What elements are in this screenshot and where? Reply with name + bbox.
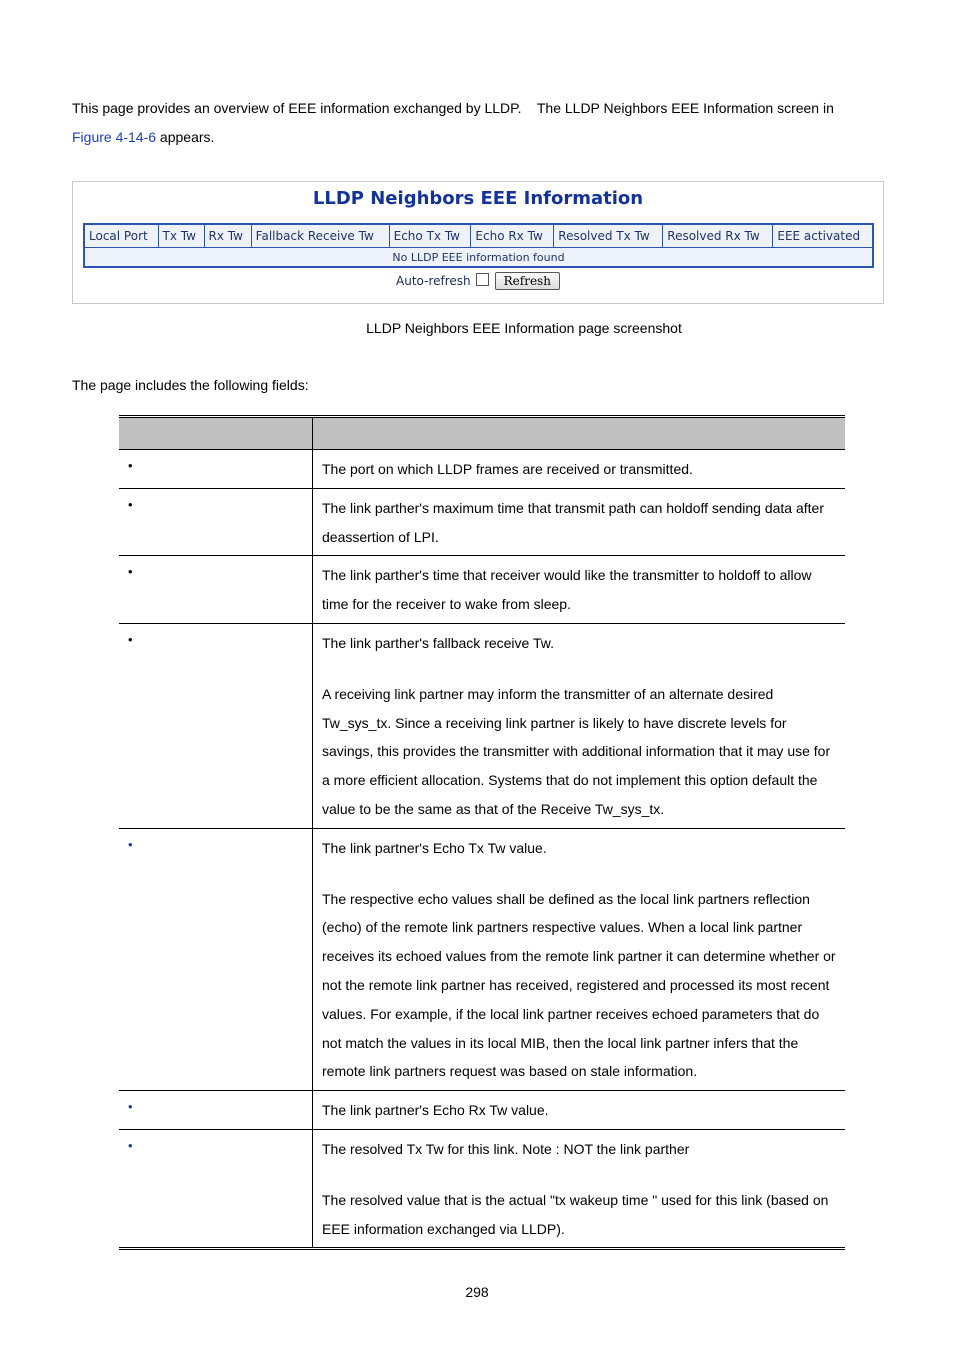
object-cell — [119, 450, 313, 489]
column-header: Echo Tx Tw — [389, 224, 471, 248]
description-text: The link partner's Echo Tx Tw value. — [322, 839, 547, 856]
object-cell — [119, 556, 313, 624]
screenshot-panel — [72, 181, 884, 304]
description-cell — [313, 623, 846, 828]
bullet-icon: • — [128, 631, 133, 647]
table-row — [119, 828, 845, 1090]
object-cell — [119, 1129, 313, 1248]
bullet-icon: • — [128, 496, 133, 512]
header-object — [119, 417, 313, 450]
column-header: Resolved Tx Tw — [554, 224, 663, 248]
figure-caption: LLDP Neighbors EEE Information page screenshot — [366, 320, 682, 336]
column-header: Fallback Receive Tw — [251, 224, 389, 248]
bullet-icon: • — [128, 836, 133, 852]
table-row — [119, 623, 845, 828]
column-header: Resolved Rx Tw — [663, 224, 773, 248]
description-text: The link parther's fallback receive Tw. — [322, 634, 554, 651]
object-cell — [119, 488, 313, 556]
refresh-button[interactable]: Refresh — [495, 272, 560, 290]
intro-text-end: appears. — [156, 129, 215, 145]
description-text: The link parther's time that receiver would like the transmitter to holdoff to allow time for the receiver to wake from sleep. — [322, 567, 812, 613]
column-header: Rx Tw — [204, 224, 251, 248]
fields-table — [119, 415, 845, 1250]
bullet-icon: • — [128, 1137, 133, 1153]
table-row — [119, 1091, 845, 1130]
description-text: The respective echo values shall be defined as the local link partners reflection (echo) of the remote link partners respective values. When a local link partner receives its echoed values from the remote link partner it can determine whether or not the remote link partner has received, registered and processed its most recent values. For example, if the local link partner receives echoed parameters that do not match the values in its local MIB, then the local link partner infers that the remote link partners request was based on stale information. — [322, 890, 836, 1080]
object-cell — [119, 623, 313, 828]
table-row — [119, 556, 845, 624]
object-cell — [119, 1091, 313, 1130]
description-cell — [313, 556, 846, 624]
auto-refresh-label: Auto-refresh — [396, 274, 471, 288]
intro-paragraph — [72, 94, 872, 152]
column-header: Echo Rx Tw — [471, 224, 554, 248]
bullet-icon: • — [128, 458, 133, 473]
page-number: 298 — [465, 1284, 489, 1300]
description-text: The resolved value that is the actual "tx wakeup time " used for this link (based on EEE information exchanged via LLDP). — [322, 1191, 829, 1237]
description-cell — [313, 828, 846, 1090]
table-row — [119, 488, 845, 556]
description-text: A receiving link partner may inform the transmitter of an alternate desired Tw_sys_tx. Since a receiving link partner is likely to have discrete levels for savings, this provides the transmitter with additional information that it may use for a more efficient allocation. Systems that do not implement this option default the value to be the same as that of the Receive Tw_sys_tx. — [322, 685, 831, 817]
fields-intro: The page includes the following fields: — [72, 377, 309, 393]
table-row — [119, 450, 845, 489]
eee-info-table — [83, 223, 874, 268]
figure-link[interactable]: Figure 4-14-6 — [72, 129, 157, 145]
bullet-icon: • — [128, 1099, 133, 1115]
column-header: Tx Tw — [158, 224, 204, 248]
intro-text: This page provides an overview of EEE information exchanged by LLDP. The LLDP Neighbors EEE Information screen in — [72, 100, 834, 116]
empty-message: No LLDP EEE information found — [84, 248, 873, 268]
description-cell — [313, 488, 846, 556]
description-text: The resolved Tx Tw for this link. Note : NOT the link parther — [322, 1140, 690, 1157]
description-cell — [313, 450, 846, 489]
description-text: The link parther's maximum time that transmit path can holdoff sending data after deassertion of LPI. — [322, 499, 824, 545]
description-cell — [313, 1129, 846, 1248]
screenshot-title: LLDP Neighbors EEE Information — [312, 188, 644, 209]
column-header: EEE activated — [773, 224, 873, 248]
auto-refresh-checkbox[interactable] — [476, 273, 489, 286]
description-cell — [313, 1091, 846, 1130]
column-header: Local Port — [84, 224, 158, 248]
header-description — [313, 417, 846, 450]
bullet-icon: • — [128, 564, 133, 580]
table-row — [119, 1129, 845, 1248]
refresh-row — [73, 272, 883, 290]
description-text: The link partner's Echo Rx Tw value. — [322, 1102, 549, 1119]
object-cell — [119, 828, 313, 1090]
description-text: The port on which LLDP frames are received or transmitted. — [322, 461, 693, 477]
